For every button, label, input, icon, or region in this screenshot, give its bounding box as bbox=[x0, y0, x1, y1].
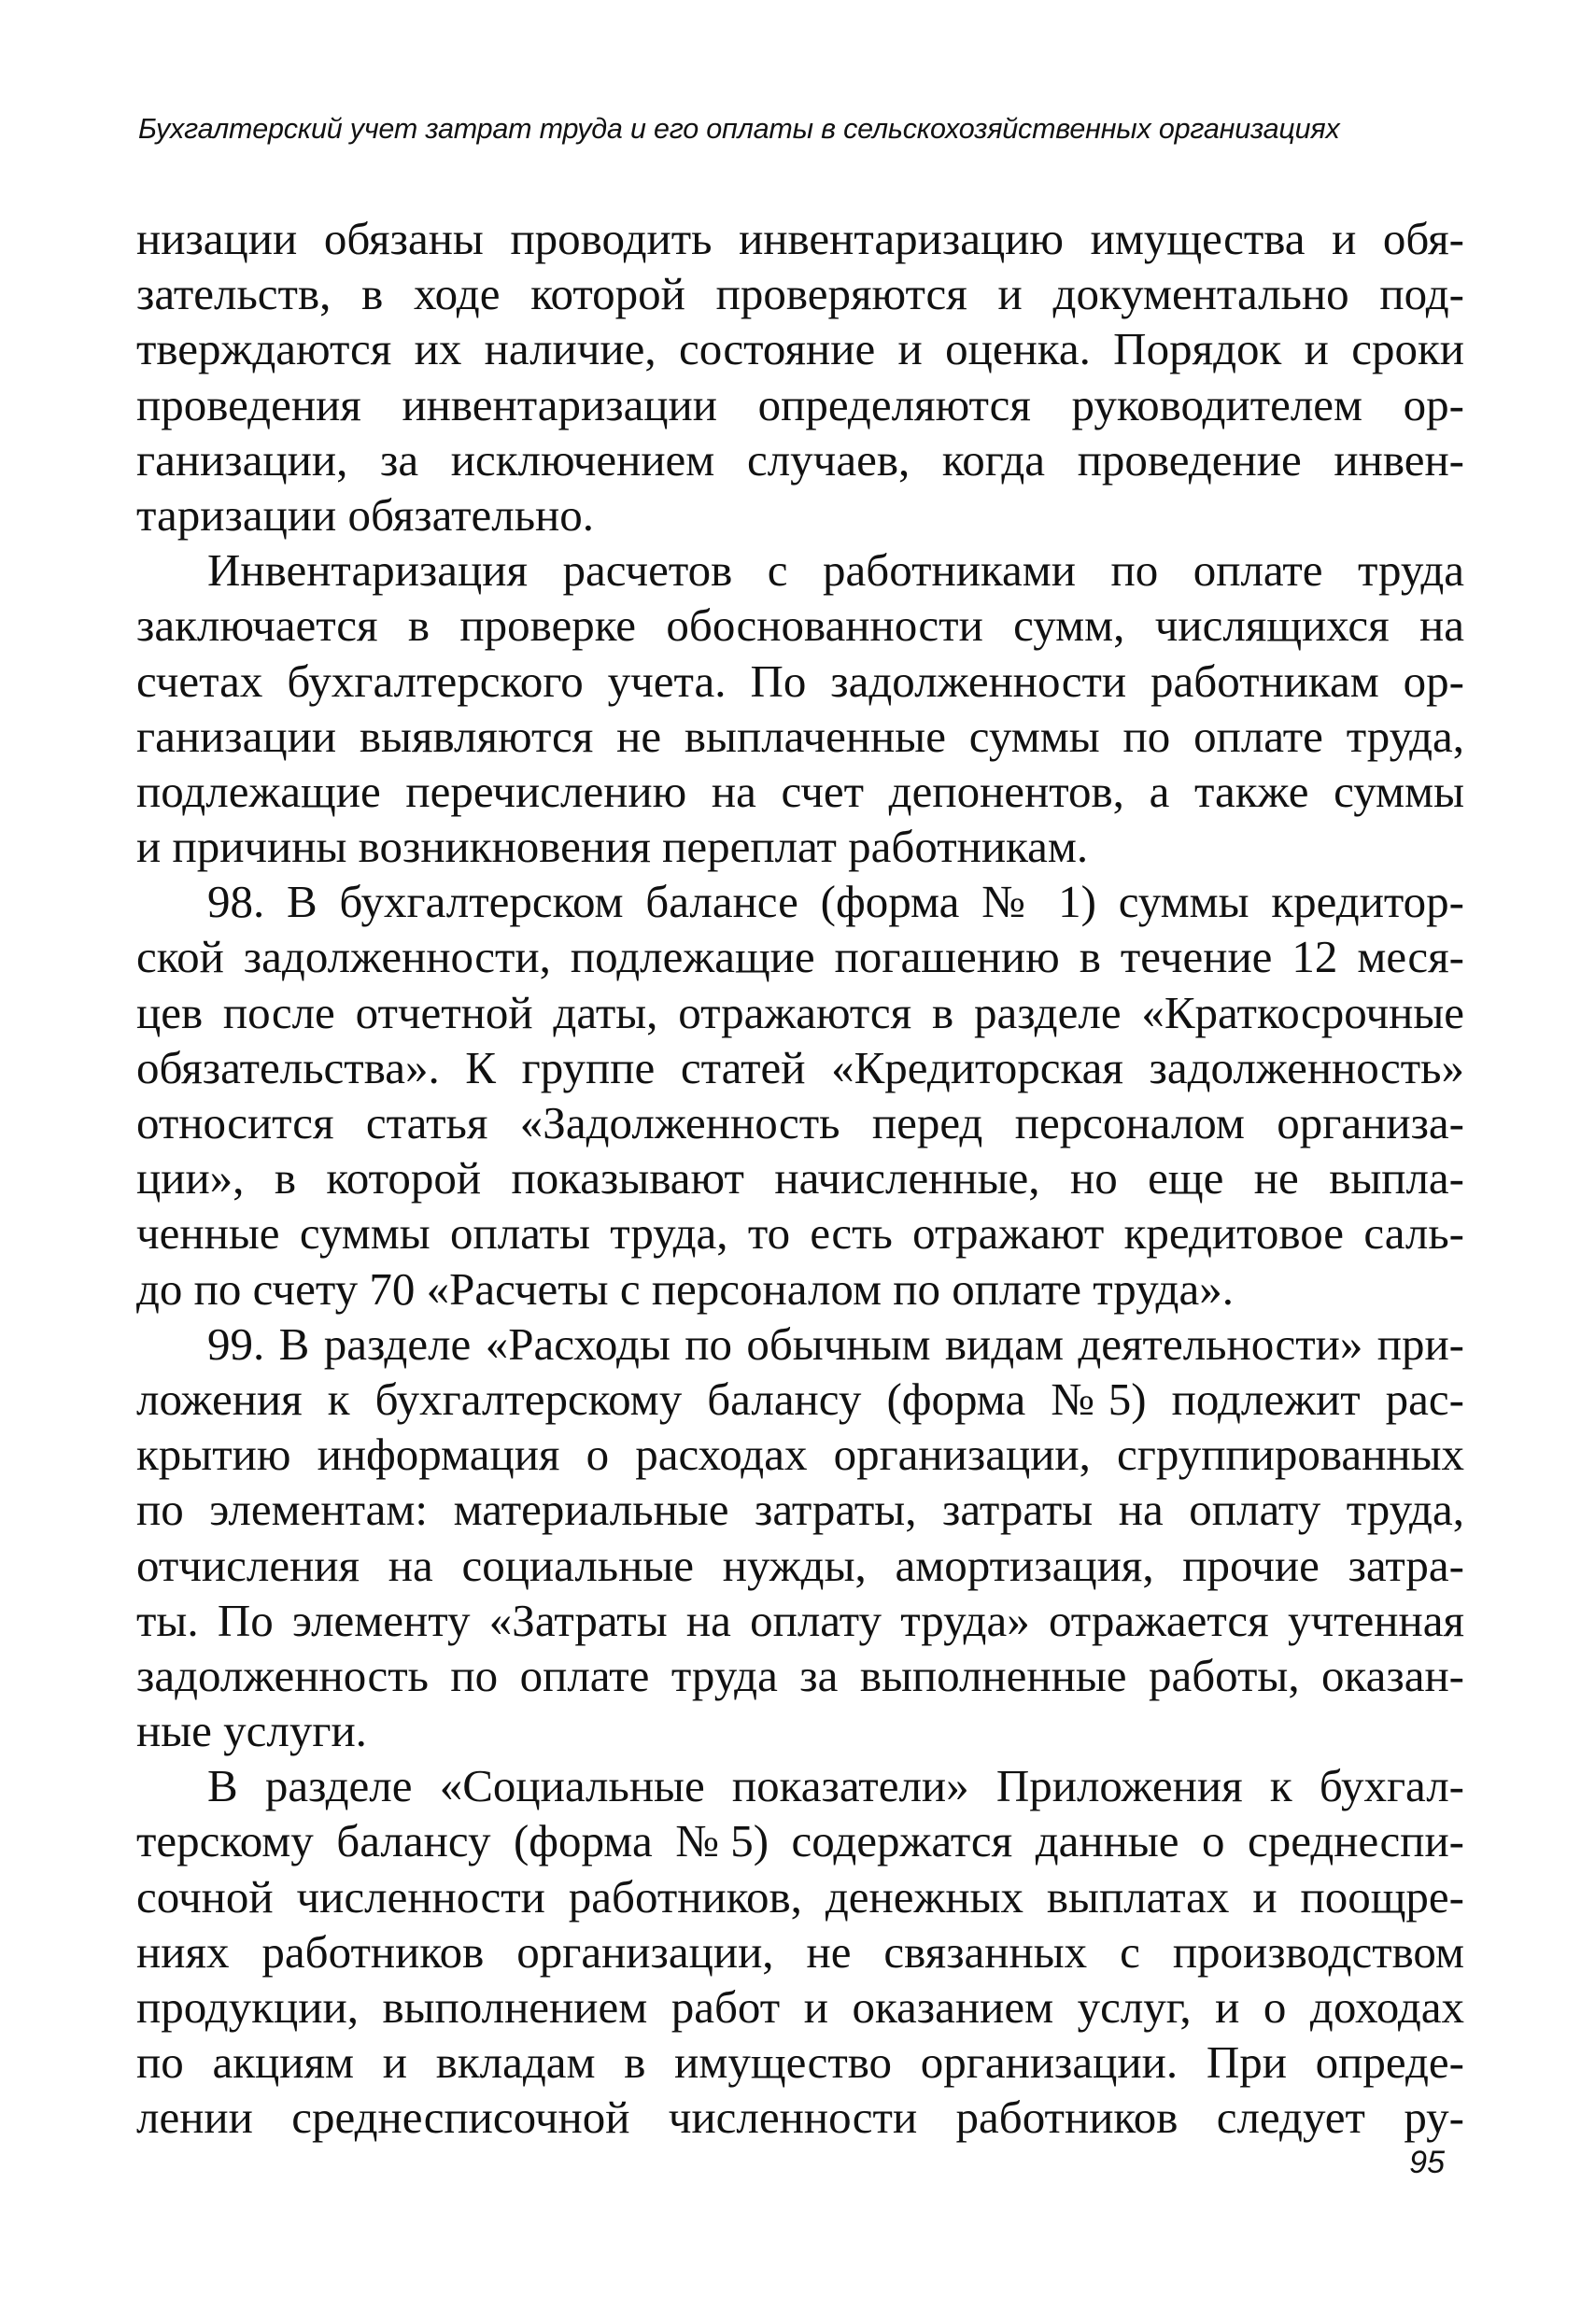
paragraph-continued-inventory bbox=[136, 211, 1464, 542]
body-text bbox=[136, 211, 1464, 2146]
text-line: обязательства». К группе статей «Кредиторская задолженность» bbox=[136, 1041, 1464, 1093]
text-line: задолженность по оплате труда за выполненные работы, оказан- bbox=[136, 1649, 1464, 1701]
text-line: по элементам: материальные затраты, затраты на оплату труда, bbox=[136, 1484, 1464, 1536]
text-line: заключается в проверке обоснованности сумм, числящихся на bbox=[136, 599, 1464, 652]
text-line: 98. В бухгалтерском балансе (форма № 1) суммы кредитор- bbox=[207, 876, 1464, 928]
text-line: ганизации выявляются не выплаченные суммы по оплате труда, bbox=[136, 710, 1464, 762]
text-line: крытию информация о расходах организации, сгруппированных bbox=[136, 1429, 1464, 1481]
text-line: низации обязаны проводить инвентаризацию имущества и обя- bbox=[136, 213, 1464, 264]
text-line: лении среднесписочной численности работников следует ру- bbox=[136, 2092, 1464, 2144]
text-line: Инвентаризация расчетов с работниками по оплате труда bbox=[207, 544, 1464, 597]
text-line: ные услуги. bbox=[136, 1705, 367, 1757]
text-line: тверждаются их наличие, состояние и оценка. Порядок и сроки bbox=[136, 323, 1464, 375]
text-line: ции», в которой показывают начисленные, но еще не выпла- bbox=[136, 1152, 1464, 1204]
text-line: цев после отчетной даты, отражаются в разделе «Краткосрочные bbox=[136, 986, 1464, 1038]
text-line: и причины возникновения переплат работникам. bbox=[136, 821, 1089, 873]
text-line: 99. В разделе «Расходы по обычным видам деятельности» при- bbox=[207, 1317, 1464, 1370]
text-line: терскому балансу (форма №5) содержатся данные о среднеспи- bbox=[136, 1815, 1464, 1867]
text-line: отчисления на социальные нужды, амортизация, прочие затра- bbox=[136, 1539, 1464, 1591]
text-line: ложения к бухгалтерскому балансу (форма №5) подлежит рас- bbox=[136, 1373, 1464, 1425]
page-number: 95 bbox=[1409, 2145, 1445, 2180]
text-line: ской задолженности, подлежащие погашению в течение 12 меся- bbox=[136, 931, 1464, 983]
text-line: счетах бухгалтерского учета. По задолженности работникам ор- bbox=[136, 655, 1464, 707]
text-line: ниях работников организации, не связанных с производством bbox=[136, 1925, 1464, 1978]
text-line: В разделе «Социальные показатели» Приложения к бухгал- bbox=[207, 1760, 1464, 1812]
text-line: относится статья «Задолженность перед персоналом организа- bbox=[136, 1097, 1464, 1148]
text-line: зательств, в ходе которой проверяются и документально под- bbox=[136, 268, 1464, 320]
text-line: таризации обязательно. bbox=[136, 488, 595, 541]
text-line: до по счету 70 «Расчеты с персоналом по оплате труда». bbox=[136, 1262, 1234, 1315]
paragraph-social-indicators bbox=[136, 1758, 1464, 2145]
running-head: Бухгалтерский учет затрат труда и его оплаты в сельскохозяйственных организациях bbox=[138, 113, 1340, 145]
text-line: проведения инвентаризации определяются руководителем ор- bbox=[136, 378, 1464, 430]
text-line: продукции, выполнением работ и оказанием услуг, и о доходах bbox=[136, 1981, 1464, 2033]
paragraph-item-99 bbox=[136, 1317, 1464, 1759]
text-line: сочной численности работников, денежных выплатах и поощре- bbox=[136, 1870, 1464, 1923]
text-line: по акциям и вкладам в имущество организации. При опреде- bbox=[136, 2036, 1464, 2089]
paragraph-item-98 bbox=[136, 874, 1464, 1317]
paragraph-inventory-settlements bbox=[136, 542, 1464, 874]
text-line: ты. По элементу «Затраты на оплату труда» отражается учтенная bbox=[136, 1594, 1464, 1646]
text-line: подлежащие перечислению на счет депонентов, а также суммы bbox=[136, 765, 1464, 817]
text-line: ченные суммы оплаты труда, то есть отражают кредитовое саль- bbox=[136, 1207, 1464, 1260]
text-line: ганизации, за исключением случаев, когда проведение инвен- bbox=[136, 433, 1464, 486]
